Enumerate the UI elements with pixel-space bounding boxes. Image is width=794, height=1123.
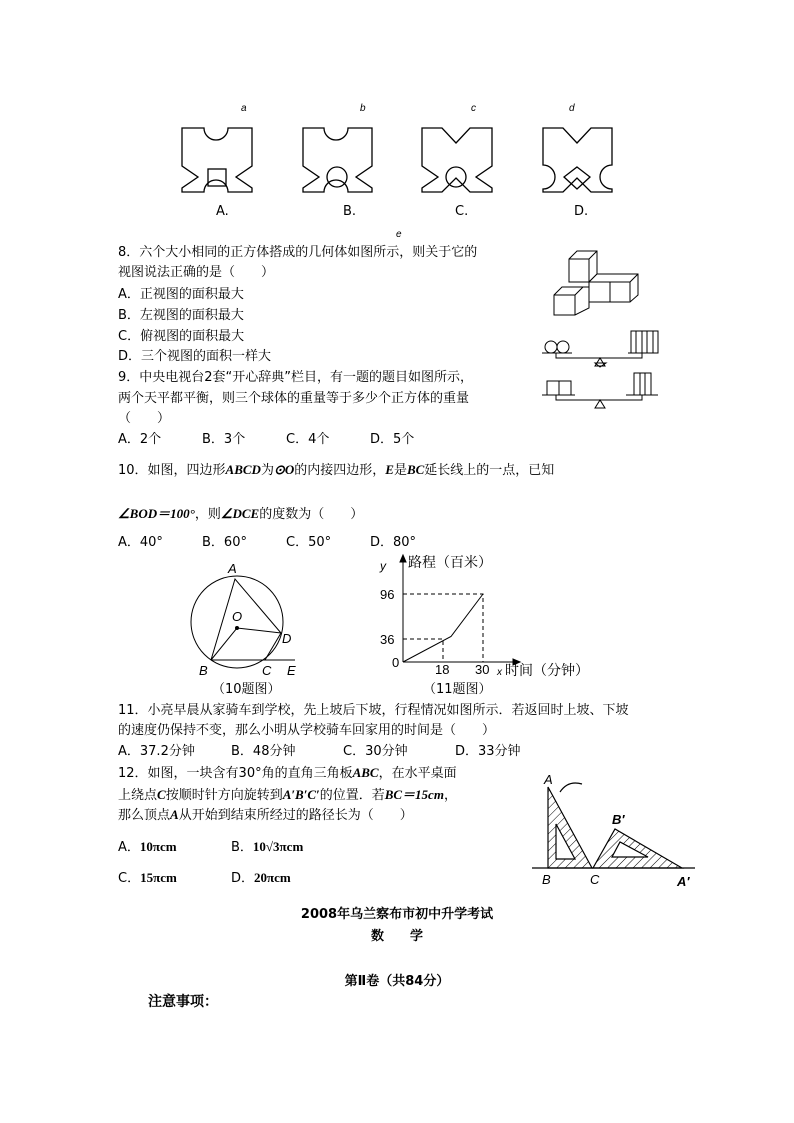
shape-c — [422, 128, 492, 192]
q10-line2 — [118, 506, 363, 523]
q9-line: 两个天平都平衡，则三个球体的重量等于多少个正方体的重量 — [118, 391, 470, 406]
q8-line: 视图说法正确的是（ ） — [118, 265, 275, 280]
fig-label-a: a — [241, 103, 247, 114]
point-d: D — [282, 631, 292, 646]
q10-option: B．60° — [202, 535, 247, 550]
x-tick-30: 30 — [475, 662, 490, 677]
text: 10．如图，四边形 — [118, 463, 226, 478]
q9-option: D．5个 — [370, 432, 415, 447]
math: ∠DCE — [220, 506, 260, 521]
q10-line1 — [118, 462, 554, 479]
q12-line1 — [118, 765, 457, 782]
shape-d — [543, 128, 612, 192]
value: 20πcm — [254, 870, 291, 885]
math: ABCD — [225, 462, 261, 477]
key: A． — [118, 840, 140, 855]
fig-label-b: b — [360, 103, 366, 114]
q9-line: （ ） — [118, 411, 171, 426]
label-b-prime: B′ — [612, 812, 625, 827]
q12-option-c — [118, 870, 177, 887]
q11-option: C．30分钟 — [343, 744, 408, 759]
q12-line2 — [118, 787, 457, 804]
q11-option: A．37.2分钟 — [118, 744, 195, 759]
shape-a — [182, 128, 252, 192]
math: ABC — [352, 765, 379, 780]
point-o: O — [232, 609, 243, 624]
text: 的度数为（ ） — [259, 507, 364, 522]
q9-option: C．4个 — [286, 432, 330, 447]
key: B． — [231, 840, 253, 855]
q10-option: A．40° — [118, 535, 163, 550]
text: ，在水平桌面 — [378, 766, 457, 781]
text: 上绕点 — [118, 788, 158, 803]
fig10-caption: （10题图） — [212, 682, 281, 697]
q8-option: A．正视图的面积最大 — [118, 287, 244, 302]
label-c: C — [590, 872, 600, 887]
value: 10√3πcm — [252, 839, 304, 854]
text: ，则 — [194, 507, 221, 522]
x-tick-18: 18 — [435, 662, 450, 677]
q11-line: 的速度仍保持不变，那么小明从学校骑车回家用的时间是（ ） — [118, 723, 496, 738]
exam-title: 2008年乌兰察布市初中升学考试 — [300, 907, 494, 922]
y-tick-36: 36 — [380, 632, 395, 647]
option-d: D. — [574, 204, 589, 219]
fig-label-d: d — [569, 103, 575, 114]
text: 为 — [260, 463, 274, 478]
math: BC — [406, 462, 425, 477]
q8-line: 8．六个大小相同的正方体搭成的几何体如图所示，则关于它的 — [118, 245, 478, 260]
value: 15πcm — [140, 870, 177, 885]
fig-label-c: c — [471, 103, 476, 114]
fig7-shapes — [0, 120, 794, 220]
label-a: A — [544, 772, 553, 787]
y-tick-96: 96 — [380, 587, 395, 602]
math: A′B′C′ — [282, 787, 320, 802]
text: 延长线上的一点，已知 — [424, 463, 555, 478]
volume-title: 第Ⅱ卷（共84分） — [344, 974, 450, 989]
q12-option-d — [231, 870, 291, 887]
math: BC＝15cm — [384, 787, 444, 802]
y-axis-title: 路程（百米） — [408, 554, 492, 570]
option-a: A. — [216, 204, 229, 219]
point-e: E — [287, 663, 296, 678]
text: 的内接四边形， — [294, 463, 386, 478]
fig-label-e: e — [396, 229, 402, 240]
subject-title: 数 学 — [370, 929, 423, 944]
text: 按顺时针方向旋转到 — [165, 788, 283, 803]
origin-label: 0 — [392, 655, 400, 670]
point-a: A — [228, 561, 237, 576]
q8-option: B．左视图的面积最大 — [118, 308, 244, 323]
text: ， — [443, 788, 457, 803]
q11-option: B．48分钟 — [231, 744, 296, 759]
key: D． — [231, 871, 255, 886]
point-b: B — [199, 663, 208, 678]
guide-lines — [403, 594, 483, 662]
balance-2 — [542, 373, 658, 408]
text: 的位置．若 — [319, 788, 385, 803]
axes — [403, 560, 515, 662]
q9-option: B．3个 — [202, 432, 246, 447]
fig12-rotating-triangle — [520, 760, 700, 890]
point-c: C — [262, 663, 272, 678]
text: 从开始到结束所经过的路径长为（ ） — [178, 808, 413, 823]
option-b: B. — [343, 204, 357, 219]
cubes-and-balances-figure — [520, 240, 700, 420]
label-a-prime: A′ — [677, 874, 690, 889]
math: ∠BOD＝100° — [118, 506, 195, 521]
y-axis-letter: y — [380, 559, 386, 573]
text: 是 — [393, 463, 407, 478]
fig11-caption: （11题图） — [423, 682, 492, 697]
x-axis-title: 时间（分钟） — [505, 662, 589, 678]
q8-option: D．三个视图的面积一样大 — [118, 349, 272, 364]
label-b: B — [542, 872, 551, 887]
q9-line: 9．中央电视台2套“开心辞典”栏目，有一题的题目如图所示， — [118, 370, 474, 385]
notice-heading: 注意事项： — [148, 994, 218, 1010]
option-c: C. — [455, 204, 469, 219]
fig10-circle-diagram — [180, 550, 310, 700]
math: E — [385, 462, 394, 477]
q11-option: D．33分钟 — [455, 744, 521, 759]
text: 12．如图，一块含有30°角的直角三角板 — [118, 766, 353, 781]
math: ⊙O — [273, 462, 295, 477]
value: 10πcm — [139, 839, 177, 854]
q8-option: C．俯视图的面积最大 — [118, 329, 245, 344]
q10-option: C．50° — [286, 535, 332, 550]
q12-option-b — [231, 839, 303, 856]
math: A — [170, 807, 179, 822]
q12-line3 — [118, 807, 413, 824]
math: C — [157, 787, 166, 802]
q11-line: 11．小亮早晨从家骑车到学校，先上坡后下坡，行程情况如图所示．若返回时上坡、下坡 — [118, 703, 629, 718]
q12-option-a — [118, 839, 177, 856]
text: 那么顶点 — [118, 808, 171, 823]
x-axis-letter: x — [497, 667, 502, 678]
fig11-distance-time-graph — [370, 550, 589, 700]
q9-option: A．2个 — [118, 432, 162, 447]
shape-b — [303, 128, 372, 192]
balance-1 — [542, 331, 658, 367]
q10-option: D．80° — [370, 535, 417, 550]
cube-stack — [554, 251, 638, 315]
key: C． — [118, 871, 141, 886]
